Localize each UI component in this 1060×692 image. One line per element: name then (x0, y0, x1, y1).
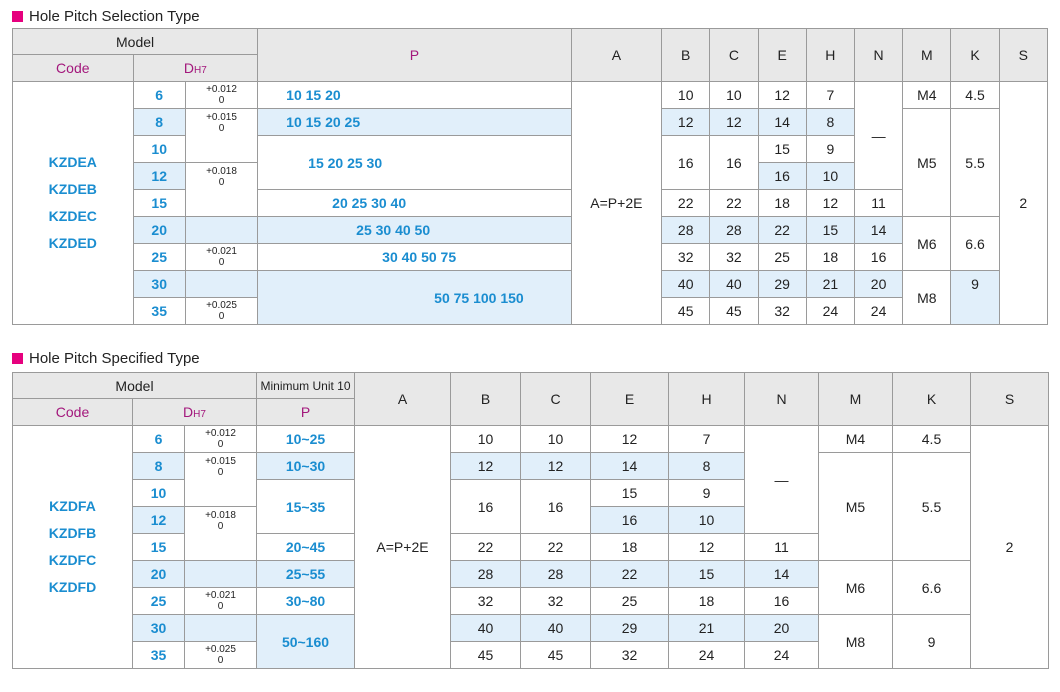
tolerance: +0.025 0 (185, 642, 257, 669)
dh7-header: DH7 (133, 399, 257, 426)
s-value: 2 (971, 426, 1049, 669)
h-value: 24 (806, 298, 854, 325)
k-value: 6.6 (951, 217, 999, 271)
tolerance: +0.018 0 (185, 507, 257, 561)
c-value: 40 (521, 615, 591, 642)
c-value: 28 (521, 561, 591, 588)
a-header: A (355, 373, 451, 426)
n-value: 20 (745, 615, 819, 642)
c-value: 40 (710, 271, 758, 298)
n-value: 11 (854, 190, 902, 217)
b-value: 22 (451, 534, 521, 561)
m-header: M (819, 373, 893, 426)
n-value: 11 (745, 534, 819, 561)
c-value: 12 (521, 453, 591, 480)
p-value: 10 15 20 (258, 82, 572, 109)
b-value: 16 (662, 136, 710, 190)
h-value: 21 (806, 271, 854, 298)
n-value: 16 (854, 244, 902, 271)
h-value: 8 (669, 453, 745, 480)
h-value: 15 (669, 561, 745, 588)
code-header: Code (13, 55, 134, 82)
p-value: 20 25 30 40 (258, 190, 572, 217)
h-value: 9 (806, 136, 854, 163)
h-value: 15 (806, 217, 854, 244)
p-header: P (257, 399, 355, 426)
p-value: 10~30 (257, 453, 355, 480)
p-header: P (258, 29, 572, 82)
p-value: 15 20 25 30 (258, 136, 572, 190)
m-value: M5 (819, 453, 893, 561)
h-header: H (669, 373, 745, 426)
m-value: M4 (903, 82, 951, 109)
p-value: 30 40 50 75 (258, 244, 572, 271)
e-value: 16 (591, 507, 669, 534)
e-value: 16 (758, 163, 806, 190)
e-header: E (758, 29, 806, 82)
a-value: A=P+2E (571, 82, 661, 325)
k-header: K (951, 29, 999, 82)
model-header: Model (13, 373, 257, 399)
p-value: 25~55 (257, 561, 355, 588)
d-value: 35 (133, 642, 185, 669)
tolerance-empty (185, 217, 257, 244)
section-title-selection (12, 8, 200, 25)
n-value: 20 (854, 271, 902, 298)
n-value: 16 (745, 588, 819, 615)
d-value: 6 (133, 426, 185, 453)
b-header: B (662, 29, 710, 82)
m-value: M6 (819, 561, 893, 615)
p-value: 20~45 (257, 534, 355, 561)
n-value: 14 (745, 561, 819, 588)
k-header: K (893, 373, 971, 426)
d-value: 15 (133, 534, 185, 561)
tolerance-empty (185, 561, 257, 588)
k-value: 6.6 (893, 561, 971, 615)
tolerance: +0.012 0 (185, 82, 257, 109)
p-value: 50 75 100 150 (258, 271, 572, 325)
a-value: A=P+2E (355, 426, 451, 669)
h-value: 12 (806, 190, 854, 217)
e-value: 18 (758, 190, 806, 217)
k-value: 9 (951, 271, 999, 325)
s-header: S (999, 29, 1047, 82)
b-value: 28 (662, 217, 710, 244)
b-header: B (451, 373, 521, 426)
code-cell: KZDFA KZDFB KZDFC KZDFD (13, 426, 133, 669)
h-value: 7 (669, 426, 745, 453)
m-value: M8 (819, 615, 893, 669)
square-bullet-icon (12, 353, 23, 364)
n-value: — (745, 426, 819, 534)
c-value: 10 (521, 426, 591, 453)
n-value: 14 (854, 217, 902, 244)
k-value: 4.5 (893, 426, 971, 453)
c-value: 22 (710, 190, 758, 217)
c-value: 45 (710, 298, 758, 325)
square-bullet-icon (12, 11, 23, 22)
p-value: 15~35 (257, 480, 355, 534)
c-value: 28 (710, 217, 758, 244)
e-value: 25 (591, 588, 669, 615)
h-value: 24 (669, 642, 745, 669)
s-header: S (971, 373, 1049, 426)
e-value: 25 (758, 244, 806, 271)
d-value: 8 (133, 109, 185, 136)
d-value: 12 (133, 507, 185, 534)
selection-type-table (12, 28, 1048, 325)
h-value: 18 (669, 588, 745, 615)
n-value: — (854, 82, 902, 190)
d-value: 12 (133, 163, 185, 190)
d-value: 25 (133, 588, 185, 615)
b-value: 10 (662, 82, 710, 109)
min-unit-header: Minimum Unit 10 (257, 373, 355, 399)
e-value: 29 (758, 271, 806, 298)
d-value: 20 (133, 561, 185, 588)
p-value: 50~160 (257, 615, 355, 669)
d-value: 10 (133, 136, 185, 163)
e-value: 14 (591, 453, 669, 480)
d-value: 6 (133, 82, 185, 109)
m-value: M8 (903, 271, 951, 325)
b-value: 40 (662, 271, 710, 298)
e-value: 22 (591, 561, 669, 588)
section-title-text: Hole Pitch Selection Type (29, 8, 200, 25)
e-value: 18 (591, 534, 669, 561)
m-value: M5 (903, 109, 951, 217)
code-header: Code (13, 399, 133, 426)
e-value: 32 (758, 298, 806, 325)
e-value: 29 (591, 615, 669, 642)
d-value: 35 (133, 298, 185, 325)
tolerance: +0.015 0 (185, 109, 257, 163)
m-header: M (903, 29, 951, 82)
m-value: M4 (819, 426, 893, 453)
b-value: 32 (451, 588, 521, 615)
p-value: 10~25 (257, 426, 355, 453)
b-value: 12 (662, 109, 710, 136)
c-value: 10 (710, 82, 758, 109)
h-value: 10 (669, 507, 745, 534)
h-value: 18 (806, 244, 854, 271)
tolerance-empty (185, 615, 257, 642)
b-value: 40 (451, 615, 521, 642)
tolerance: +0.018 0 (185, 163, 257, 217)
h-value: 10 (806, 163, 854, 190)
c-value: 32 (521, 588, 591, 615)
c-value: 12 (710, 109, 758, 136)
b-value: 45 (662, 298, 710, 325)
e-value: 32 (591, 642, 669, 669)
h-value: 21 (669, 615, 745, 642)
e-value: 12 (591, 426, 669, 453)
c-value: 22 (521, 534, 591, 561)
k-value: 5.5 (893, 453, 971, 561)
b-value: 16 (451, 480, 521, 534)
e-header: E (591, 373, 669, 426)
p-value: 25 30 40 50 (258, 217, 572, 244)
k-value: 9 (893, 615, 971, 669)
d-value: 30 (133, 271, 185, 298)
tolerance: +0.012 0 (185, 426, 257, 453)
b-value: 22 (662, 190, 710, 217)
p-value: 30~80 (257, 588, 355, 615)
c-header: C (710, 29, 758, 82)
section-title-text: Hole Pitch Specified Type (29, 350, 200, 367)
d-value: 30 (133, 615, 185, 642)
m-value: M6 (903, 217, 951, 271)
b-value: 32 (662, 244, 710, 271)
d-value: 20 (133, 217, 185, 244)
d-value: 8 (133, 453, 185, 480)
h-value: 12 (669, 534, 745, 561)
code-cell: KZDEA KZDEB KZDEC KZDED (13, 82, 134, 325)
c-header: C (521, 373, 591, 426)
d-value: 10 (133, 480, 185, 507)
d-value: 15 (133, 190, 185, 217)
dh7-header: DH7 (133, 55, 258, 82)
p-value: 10 15 20 25 (258, 109, 572, 136)
n-value: 24 (745, 642, 819, 669)
d-value: 25 (133, 244, 185, 271)
e-value: 14 (758, 109, 806, 136)
n-header: N (854, 29, 902, 82)
specified-type-table (12, 372, 1049, 669)
section-title-specified (12, 350, 200, 367)
n-value: 24 (854, 298, 902, 325)
tolerance: +0.025 0 (185, 298, 257, 325)
c-value: 16 (710, 136, 758, 190)
h-header: H (806, 29, 854, 82)
e-value: 15 (758, 136, 806, 163)
h-value: 8 (806, 109, 854, 136)
e-value: 15 (591, 480, 669, 507)
e-value: 22 (758, 217, 806, 244)
b-value: 12 (451, 453, 521, 480)
c-value: 45 (521, 642, 591, 669)
n-header: N (745, 373, 819, 426)
h-value: 9 (669, 480, 745, 507)
tolerance-empty (185, 271, 257, 298)
e-value: 12 (758, 82, 806, 109)
c-value: 32 (710, 244, 758, 271)
a-header: A (571, 29, 661, 82)
k-value: 4.5 (951, 82, 999, 109)
tolerance: +0.021 0 (185, 244, 257, 271)
h-value: 7 (806, 82, 854, 109)
k-value: 5.5 (951, 109, 999, 217)
tolerance: +0.015 0 (185, 453, 257, 507)
model-header: Model (13, 29, 258, 55)
b-value: 28 (451, 561, 521, 588)
c-value: 16 (521, 480, 591, 534)
b-value: 45 (451, 642, 521, 669)
b-value: 10 (451, 426, 521, 453)
tolerance: +0.021 0 (185, 588, 257, 615)
s-value: 2 (999, 82, 1047, 325)
